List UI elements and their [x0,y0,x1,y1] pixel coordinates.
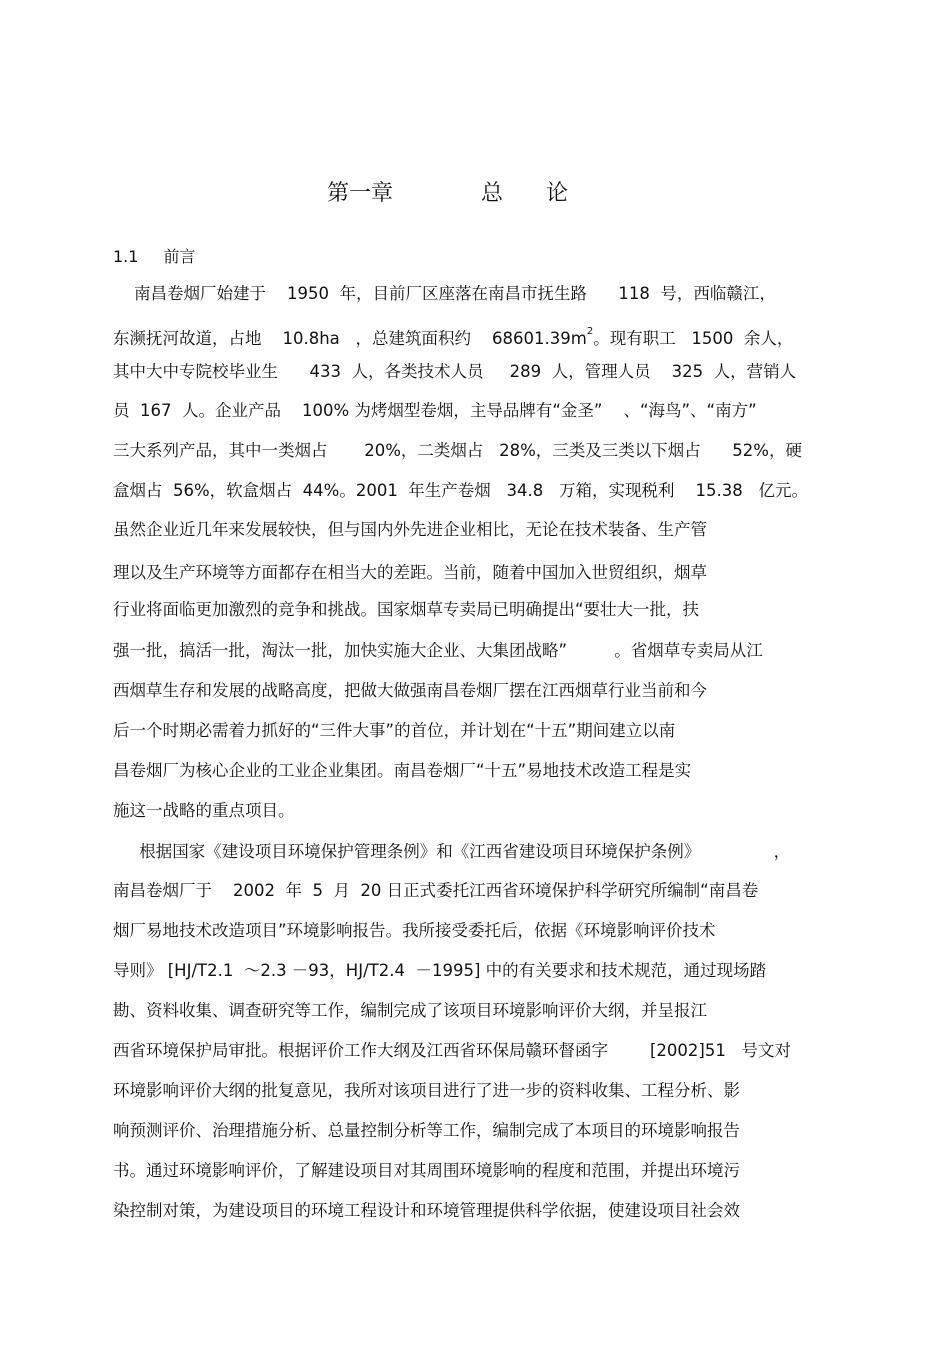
paragraph-line: 后一个时期必需着力抓好的“三件大事”的首位，并计划在“十五”期间建立以南 [113,721,676,740]
paragraph-line: 其中大中专院校毕业生 433 人，各类技术人员 289 人，管理人员 325 人，营销人 [113,362,797,381]
paragraph-line: 虽然企业近几年来发展较快，但与国内外先进企业相比，无论在技术装备、生产管 [113,520,707,539]
paragraph-line: 理以及生产环境等方面都存在相当大的差距。当前，随着中国加入世贸组织，烟草 [113,563,707,582]
paragraph-line: 员 167 人。企业产品 100% 为烤烟型卷烟，主导品牌有“金圣” 、“海鸟”、“南方” [113,401,757,420]
superscript: 2 [586,326,594,337]
paragraph-line: 强一批，搞活一批，淘汰一批，加快实施大企业、大集团战略” 。省烟草专卖局从江 [113,641,763,660]
section-heading [113,244,196,267]
paragraph-line-text: 东濒抚河故道，占地 10.8ha ，总建筑面积约 68601.39m [113,329,587,348]
paragraph-line: 三大系列产品，其中一类烟占 20%，二类烟占 28%，三类及三类以下烟占 52%，硬 [113,441,802,460]
paragraph-line: 西省环境保护局审批。根据评价工作大纲及江西省环保局赣环督函字 [2002]51 号文对 [113,1041,792,1060]
paragraph-line: 响预测评价、治理措施分析、总量控制分析等工作，编制完成了本项目的环境影响报告 [113,1121,740,1140]
paragraph-line: 环境影响评价大纲的批复意见，我所对该项目进行了进一步的资料收集、工程分析、影 [113,1081,740,1100]
paragraph-line: 导则》 [HJ/T2.1 ～2.3 －93，HJ/T2.4 －1995] 中的有关要求和技术规范，通过现场踏 [113,961,767,980]
paragraph-line: 施这一战略的重点项目。 [113,801,295,820]
section-number: 1.1 [113,247,139,266]
paragraph-line [113,321,793,350]
chapter-label: 第一章 [327,181,394,206]
paragraph-line: 盒烟占 56%，软盒烟占 44%。2001 年生产卷烟 34.8 万箱，实现税利 15.38 亿元。 [113,481,808,500]
section-title: 前言 [163,247,196,266]
paragraph-line: 根据国家《建设项目环境保护管理条例》和《江西省建设项目环境保护条例》 ， [113,842,791,861]
paragraph-line: 南昌卷烟厂于 2002 年 5 月 20 日正式委托江西省环境保护科学研究所编制“南昌卷 [113,881,759,900]
paragraph-line: 烟厂易地技术改造项目”环境影响报告。我所接受委托后，依据《环境影响评价技术 [113,921,716,940]
paragraph-line: 昌卷烟厂为核心企业的工业企业集团。南昌卷烟厂“十五”易地技术改造工程是实 [113,761,692,780]
paragraph-line: 西烟草生存和发展的战略高度，把做大做强南昌卷烟厂摆在江西烟草行业当前和今 [113,681,707,700]
paragraph-line-tail: 。现有职工 1500 余人， [593,329,794,348]
paragraph-line: 行业将面临更加激烈的竞争和挑战。国家烟草专卖局已明确提出“要壮大一批，扶 [113,600,700,619]
paragraph-line: 勘、资料收集、调查研究等工作，编制完成了该项目环境影响评价大纲，并呈报江 [113,1001,707,1020]
chapter-title: 总 论 [481,181,586,206]
paragraph-line: 南昌卷烟厂始建于 1950 年，目前厂区座落在南昌市抚生路 118 号，西临赣江， [113,284,776,303]
paragraph-line: 书。通过环境影响评价，了解建设项目对其周围环境影响的程度和范围，并提出环境污 [113,1161,740,1180]
paragraph-line: 染控制对策，为建设项目的环境工程设计和环境管理提供科学依据，使建设项目社会效 [113,1201,740,1220]
